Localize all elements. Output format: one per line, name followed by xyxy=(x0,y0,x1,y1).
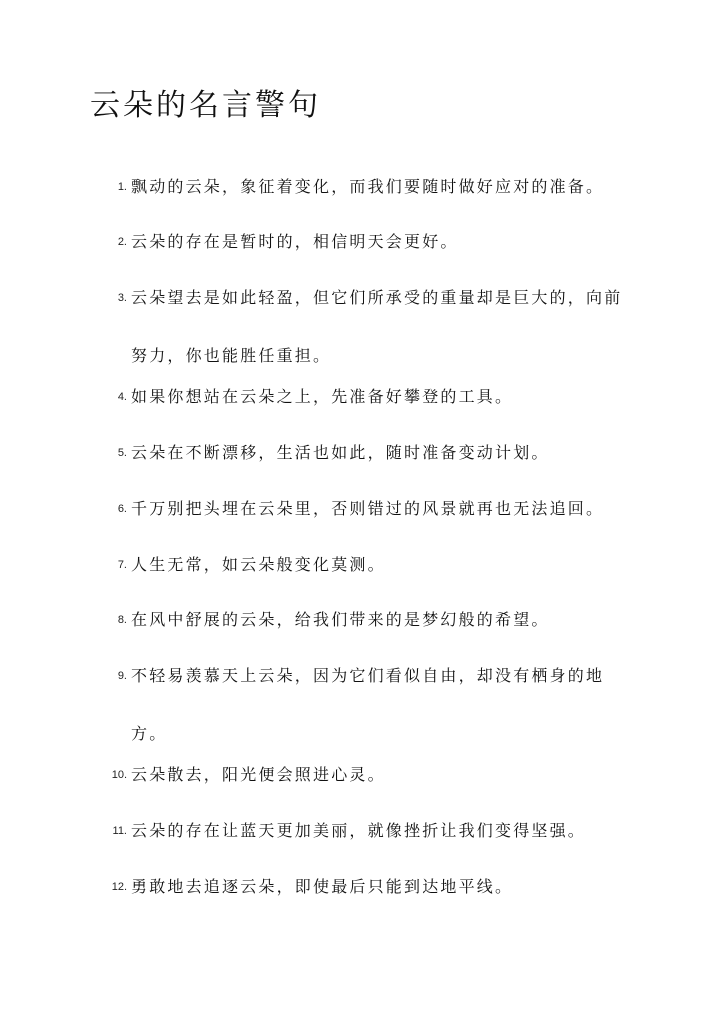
document-title: 云朵的名言警句 xyxy=(90,88,321,123)
quote-number: 1. xyxy=(117,181,127,193)
quote-number: 3. xyxy=(117,292,127,304)
quote-number: 10. xyxy=(111,769,127,781)
quote-text: 云朵的存在让蓝天更加美丽，就像挫折让我们变得坚强。 xyxy=(131,821,587,840)
quote-number: 5. xyxy=(117,447,127,459)
quote-text: 千万别把头埋在云朵里，否则错过的风景就再也无法追回。 xyxy=(131,499,605,518)
quote-number: 8. xyxy=(117,614,127,626)
quote-text: 云朵散去，阳光便会照进心灵。 xyxy=(131,765,386,784)
quote-text: 飘动的云朵，象征着变化，而我们要随时做好应对的准备。 xyxy=(131,177,605,196)
quote-number: 11. xyxy=(112,825,127,837)
quote-text: 云朵的存在是暂时的，相信明天会更好。 xyxy=(131,232,459,251)
quote-text: 人生无常，如云朵般变化莫测。 xyxy=(131,555,386,574)
quote-text: 云朵望去是如此轻盈，但它们所承受的重量却是巨大的，向前努力，你也能胜任重担。 xyxy=(131,288,623,365)
quote-text: 不轻易羡慕天上云朵，因为它们看似自由，却没有栖身的地方。 xyxy=(131,666,605,743)
quote-text: 勇敢地去追逐云朵，即使最后只能到达地平线。 xyxy=(131,877,514,896)
quote-number: 7. xyxy=(117,559,127,571)
quote-number: 12. xyxy=(111,881,127,893)
quote-text: 在风中舒展的云朵，给我们带来的是梦幻般的希望。 xyxy=(131,610,550,629)
quote-text: 如果你想站在云朵之上，先准备好攀登的工具。 xyxy=(131,387,514,406)
quote-number: 6. xyxy=(117,503,127,515)
quote-number: 2. xyxy=(117,236,127,248)
quote-number: 4. xyxy=(117,391,127,403)
quote-number: 9. xyxy=(117,670,127,682)
quote-text: 云朵在不断漂移，生活也如此，随时准备变动计划。 xyxy=(131,443,550,462)
